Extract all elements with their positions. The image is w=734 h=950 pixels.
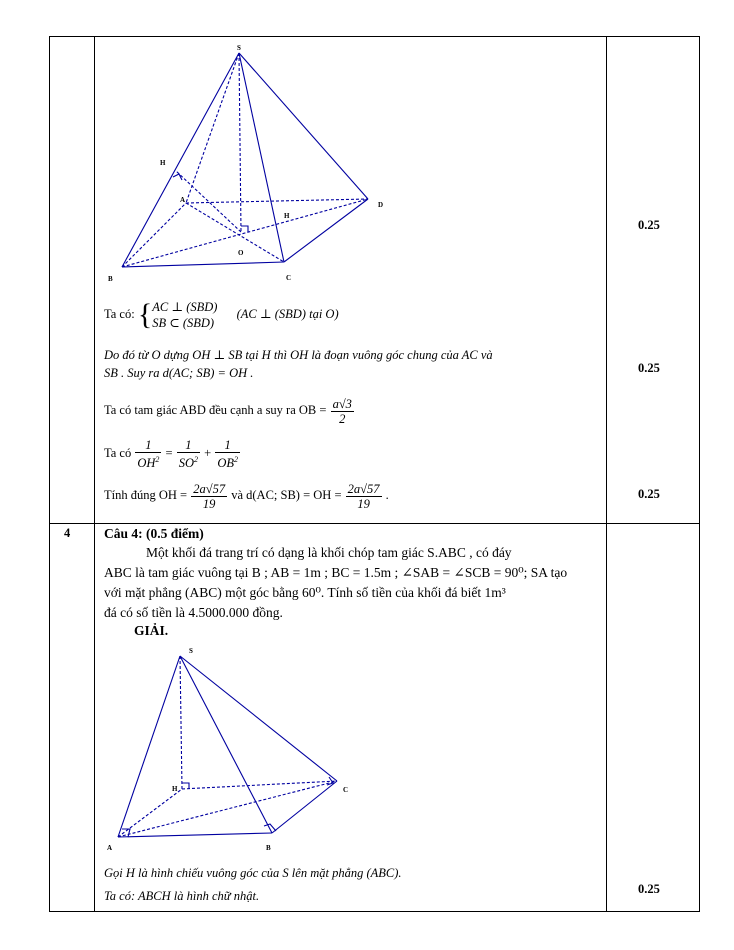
- pyramid-figure-2: [100, 645, 360, 855]
- q4-title: Câu 4: (0.5 điểm): [104, 526, 204, 541]
- sol-line-5: Tính đúng OH = $\frac{2a√57}{19}$ và d(AC; SB) = OH = $\frac{2a√57}{19}$ .: [104, 481, 389, 511]
- q4-giai: GIẢI.: [134, 623, 169, 638]
- q4-answer-line-2: Ta có: ABCH là hình chữ nhật.: [104, 889, 260, 903]
- fig1-label-H2: H: [284, 212, 290, 220]
- fig2-label-H: H: [172, 785, 178, 793]
- sol-line-1: Ta có: {AC ⊥ (SBD) SB ⊂ (SBD) (AC ⊥ (SBD) tại O): [104, 298, 339, 332]
- fig1-label-O: O: [238, 249, 244, 257]
- q4-line-2: ABC là tam giác vuông tại B ; AB = 1m ; BC = 1.5m ; ∠SAB = ∠SCB = 90⁰; SA tạo: [104, 565, 568, 580]
- table-border-col1: [94, 36, 95, 912]
- table-row-divider: [49, 523, 700, 524]
- q4-line-1: Một khối đá trang trí có dạng là khối chóp tam giác S.ABC , có đáy: [146, 545, 512, 560]
- fig2-label-A: A: [107, 844, 113, 852]
- sol-system: AC ⊥ (SBD) SB ⊂ (SBD): [152, 300, 218, 331]
- q4-line-4: đá có số tiền là 4.5000.000 đồng.: [104, 605, 283, 620]
- fig1-label-B: B: [108, 275, 113, 283]
- sol-line-2a: Do đó từ O dựng OH ⊥ SB tại H thì OH là đoạn vuông góc chung của AC và: [104, 348, 493, 362]
- fig1-label-S: S: [237, 44, 241, 52]
- sol-line-3: Ta có tam giác ABD đều cạnh a suy ra OB = $\frac{a√3}{2}$: [104, 396, 352, 426]
- table-border-left: [49, 36, 50, 912]
- q4-answer-line-1: Gọi H là hình chiếu vuông góc của S lên mặt phẳng (ABC).: [104, 866, 402, 880]
- fig2-label-S: S: [189, 647, 193, 655]
- q4-line-3: với mặt phẳng (ABC) một góc bằng 60⁰. Tính số tiền của khối đá biết 1m³: [104, 585, 506, 600]
- sol-line-2b: SB . Suy ra d(AC; SB) = OH .: [104, 366, 254, 380]
- score-1: 0.25: [638, 218, 660, 232]
- table-border-top: [49, 36, 700, 37]
- table-border-bottom: [49, 911, 700, 912]
- score-2: 0.25: [638, 361, 660, 375]
- table-border-col2: [606, 36, 607, 912]
- fig2-label-C: C: [343, 786, 349, 794]
- question-number: 4: [64, 526, 71, 540]
- pyramid-figure-1: [100, 40, 400, 290]
- score-3: 0.25: [638, 487, 660, 501]
- fig1-label-C: C: [286, 274, 292, 282]
- fig2-label-B: B: [266, 844, 271, 852]
- fig1-label-H: H: [160, 159, 166, 167]
- score-4: 0.25: [638, 882, 660, 896]
- sol-line-4: Ta có $\frac{1}{OH^2}$ = $\frac{1}{SO^2}$ + $\frac{1}{OB^2}$: [104, 438, 238, 471]
- table-border-right: [699, 36, 700, 912]
- fig1-label-D: D: [378, 201, 384, 209]
- fig1-label-A: A: [180, 196, 186, 204]
